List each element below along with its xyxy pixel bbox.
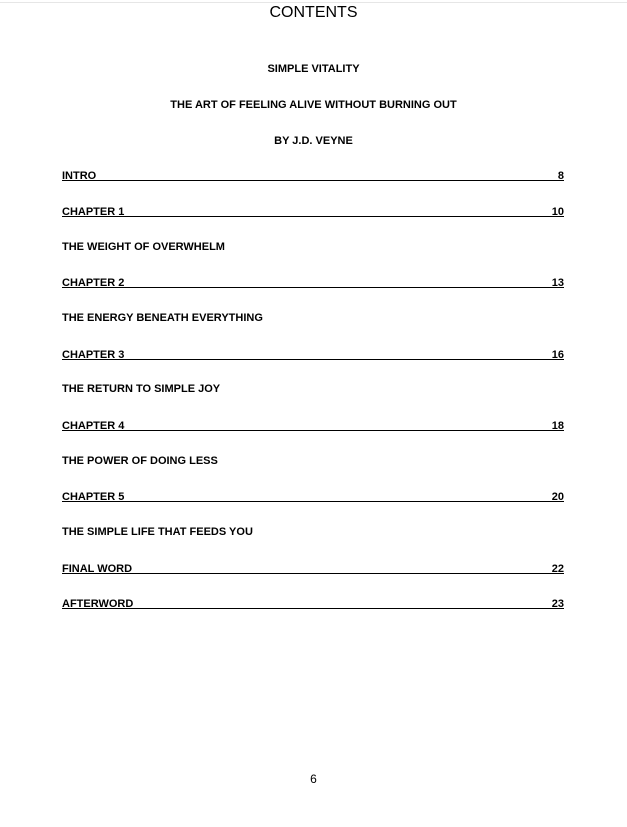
chapter-4-title: THE POWER OF DOING LESS [62, 455, 218, 467]
page-number: 6 [310, 772, 317, 786]
toc-leader-line [62, 359, 564, 360]
toc-entry-chapter-5[interactable] [62, 489, 564, 502]
toc-entry-page: 20 [551, 491, 564, 503]
toc-entry-page: 18 [551, 420, 564, 432]
toc-entry-label: CHAPTER 5 [62, 491, 125, 503]
toc-leader-line [62, 573, 564, 574]
toc-leader-line [62, 501, 564, 502]
chapter-2-title: THE ENERGY BENEATH EVERYTHING [62, 312, 263, 324]
chapter-1-title: THE WEIGHT OF OVERWHELM [62, 241, 225, 253]
book-subtitle: THE ART OF FEELING ALIVE WITHOUT BURNING OUT [170, 99, 457, 111]
toc-entry-chapter-4[interactable] [62, 418, 564, 431]
toc-entry-label: INTRO [62, 170, 97, 182]
toc-entry-page: 10 [551, 206, 564, 218]
toc-leader-line [62, 216, 564, 217]
toc-entry-label: CHAPTER 3 [62, 349, 125, 361]
chapter-5-title: THE SIMPLE LIFE THAT FEEDS YOU [62, 526, 253, 538]
toc-entry-page: 8 [557, 170, 564, 182]
toc-entry-page: 23 [551, 598, 564, 610]
toc-leader-line [62, 608, 564, 609]
page-title: CONTENTS [269, 4, 358, 21]
toc-entry-final-word[interactable] [62, 561, 564, 574]
toc-entry-chapter-3[interactable] [62, 347, 564, 360]
toc-entry-label: CHAPTER 4 [62, 420, 125, 432]
top-border [0, 2, 627, 3]
toc-entry-page: 13 [551, 277, 564, 289]
toc-entry-page: 22 [551, 563, 564, 575]
toc-leader-line [62, 430, 564, 431]
book-title: SIMPLE VITALITY [267, 63, 360, 75]
chapter-3-title: THE RETURN TO SIMPLE JOY [62, 383, 221, 395]
toc-entry-intro[interactable] [62, 168, 564, 181]
toc-entry-chapter-2[interactable] [62, 275, 564, 288]
toc-entry-label: CHAPTER 1 [62, 206, 125, 218]
toc-entry-afterword[interactable] [62, 596, 564, 609]
toc-leader-line [62, 287, 564, 288]
toc-entry-label: AFTERWORD [62, 598, 134, 610]
toc-entry-page: 16 [551, 349, 564, 361]
toc-entry-label: CHAPTER 2 [62, 277, 125, 289]
toc-entry-chapter-1[interactable] [62, 204, 564, 217]
book-author: BY J.D. VEYNE [274, 135, 353, 147]
toc-leader-line [62, 180, 564, 181]
toc-entry-label: FINAL WORD [62, 563, 133, 575]
